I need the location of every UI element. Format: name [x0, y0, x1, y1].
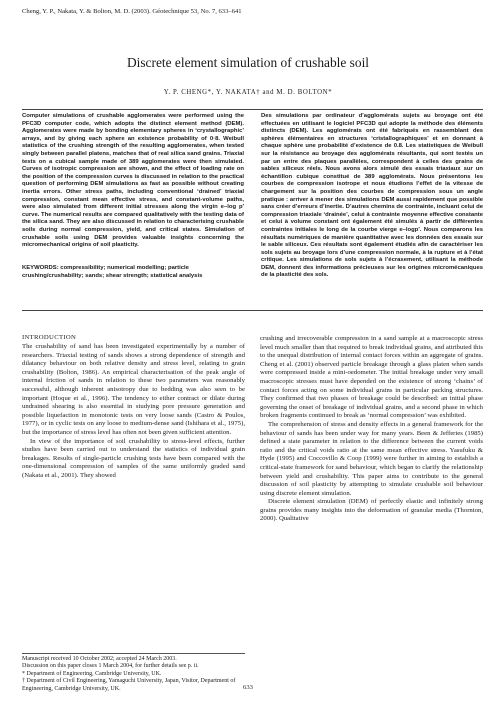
footnote: † Department of Civil Engineering, Yamaguchi University, Japan, Visitor, Department of Engineering, Cambridge University, UK. — [22, 678, 236, 692]
footnote: Manuscript received 10 October 2002; accepted 24 March 2003. — [22, 656, 177, 662]
top-rule — [22, 109, 483, 110]
footnote-rule — [22, 653, 245, 654]
abstract-english: Computer simulations of crushable agglomerates were performed using the PFC3D computer code, which adopts the distinct element method (DEM). Agglomerates were made by bonding elementary spheres in ‘crystallographic’ arrays, and by giving each sphere an existence probability of 0·8. Weibull statistics of the crushing strength of the resulting agglomerates, when tested singly between parallel platens, matches that of real silica sand grains. Triaxial tests on a cubical sample made of 389 agglomerates were then simulated. Curves of isotropic compression are shown, and the effect of loading rate on the position of the compression curves is discussed in relation to the practical question of performing DEM simulations as fast as possible without creating inertia errors. Other stress paths, including conventional ‘drained’ triaxial compression, constant mean effective stress, and constant-volume paths, were also simulated from different initial stresses along the virgin e–log p′ curve. The numerical results are compared qualitatively with the testing data of the silica sand. They are also discussed in relation to characterising crushable soils during normal compression, yield, and critical states. Simulation of crushable soils using DEM provides valuable insights concerning the micromechanical origins of soil plasticity. — [22, 113, 244, 249]
citation-line: Cheng, Y. P., Nakata, Y. & Bolton, M. D. (2003). Géotechnique 53, No. 7, 633–641 — [22, 8, 242, 15]
body-column-left — [22, 343, 245, 481]
section-heading: INTRODUCTION — [22, 334, 77, 341]
footnote: * Department of Engineering, Cambridge University, UK. — [22, 670, 162, 677]
page-number: 633 — [243, 684, 253, 691]
body-paragraph: crushing and irrecoverable compression in a sand sample at a macroscopic stress level much smaller than that required to break individual grains, and attributed this to the unequal distribution of internal contact forces within an aggregate of grains. Cheng et al. (2001) observed particle breakage through a glass platen when sands were compressed inside a mini-oedometer. The initial breakage under very small macroscopic stresses must have depended on the existence of strong ‘chains’ of contact forces acting on some individual grains in particular packing structures. They confirmed that two phases of breakage could be described: an initial phase governing the onset of breakage of individual grains, and a second phase in which broken fragments continued to break as ‘normal compression’ was exhibited. — [260, 335, 483, 420]
abstract-bottom-rule — [22, 310, 483, 311]
footnote: Discussion on this paper closes 1 March 2004, for further details see p. ii. — [22, 663, 199, 670]
body-column-right — [260, 335, 483, 524]
paper-title: Discrete element simulation of crushable soil — [126, 55, 370, 70]
body-paragraph: In view of the importance of soil crushability to stress-level effects, further studies have been carried out to understand the statistics of individual grain breakages. Results of single-particle crushing tests have been compared with the one-dimensional compression of samples of the same uniformly graded sand (Nakata et al., 2001). They showed — [22, 437, 245, 479]
body-paragraph: Discrete element simulation (DEM) of perfectly elastic and infinitely strong grains provides many insights into the deformation of granular media (Thornton, 2000). Qualitative — [260, 498, 483, 523]
abstract-french: Des simulations par ordinateur d’agglomérats sujets au broyage ont été effectuées en utilisant le logiciel PFC3D qui adopte la méthode des éléments distincts (DEM). Les agglomérats ont été fabriqués en rassemblant des sphères élémentaires en structures ‘cristallographiques’ et en donnant à chaque sphère une probabilité d’existence de 0.8. Les statistiques de Weibull sur la résistance au broyage des agglomérats résultants, qui sont testés un par un entre des plaques parallèles, correspondent à celles des grains de sables siliceux réels. Nous avons alors simulé des essais triaxiaux sur un échantillon cubique constitué de 389 agglomérats. Nous présentons les courbes de compression isotrope et nous étudions l’effet de la vitesse de chargement sur la position des courbes de compression sous un angle pratique : arriver à mener des simulations DEM aussi rapidement que possible sans créer d’erreurs d’inertie. D’autres chemins de contrainte, incluant celui de compression triaxiale ‘drainée’, celui à contrainte moyenne effective constante et celui à volume constant ont également été simulés à partir de différentes contraintes initiales le long de la courbe vierge e–logp′. Nous comparons les résultats numériques de manière quantitative avec les données des essais sur le sable siliceux. Ces résultats sont également étudiés afin de caractériser les sols sujets au broyage lors d’une compression normale, à la rupture et à l’état critique. Les simulations de sols sujets à l’écrasement, utilisant la méthode DEM, donnent des informations précieuses sur les origines micromécaniques de la plasticité des sols. — [261, 113, 483, 279]
author-line: Y. P. CHENG*, Y. NAKATA† and M. D. BOLTON* — [163, 89, 333, 96]
body-paragraph: The crushability of sand has been investigated experimentally by a number of researchers. Triaxial testing of sands shows a strong dependence of strength and dilatancy behaviour on both relative density and stress level, relating to grain crushability (Bolton, 1986). An empirical characterisation of the peak angle of internal friction of sands in relation to these two parameters was reasonably successful, although inherent anisotropy due to bedding was also seen to be important (Hoque et al., 1996). The tendency to either contract or dilate during undrained shearing is also essential in studying pore pressure generation and possible liquefaction in monotonic tests on very loose sands (Castro & Poulos, 1977), or in cyclic tests on any loose to medium-dense sand (Ishihara et al., 1975), but the importance of stress level has often not been given sufficient attention. — [22, 343, 245, 436]
keywords: KEYWORDS: compressibility; numerical modelling; particle crushing/crushability; sands; shear strength; statistical analysis — [22, 265, 203, 279]
body-paragraph: The comprehension of stress and density effects in a general framework for the behaviour of sands has been under way for many years. Been & Jefferies (1985) defined a state parameter in relation to the difference between the current voids ratio and the critical voids ratio at the same mean effective stress. Yasufuku & Hyde (1995) and Coccovillo & Coop (1999) were further in aiming to establish a critical-state framework for sand behaviour, which began to clarify the relationship between yield and crushability. This paper aims to contribute to the general discussion of soil plasticity by attempting to simulate crushable soil behaviour using discrete element simulation. — [260, 420, 483, 497]
